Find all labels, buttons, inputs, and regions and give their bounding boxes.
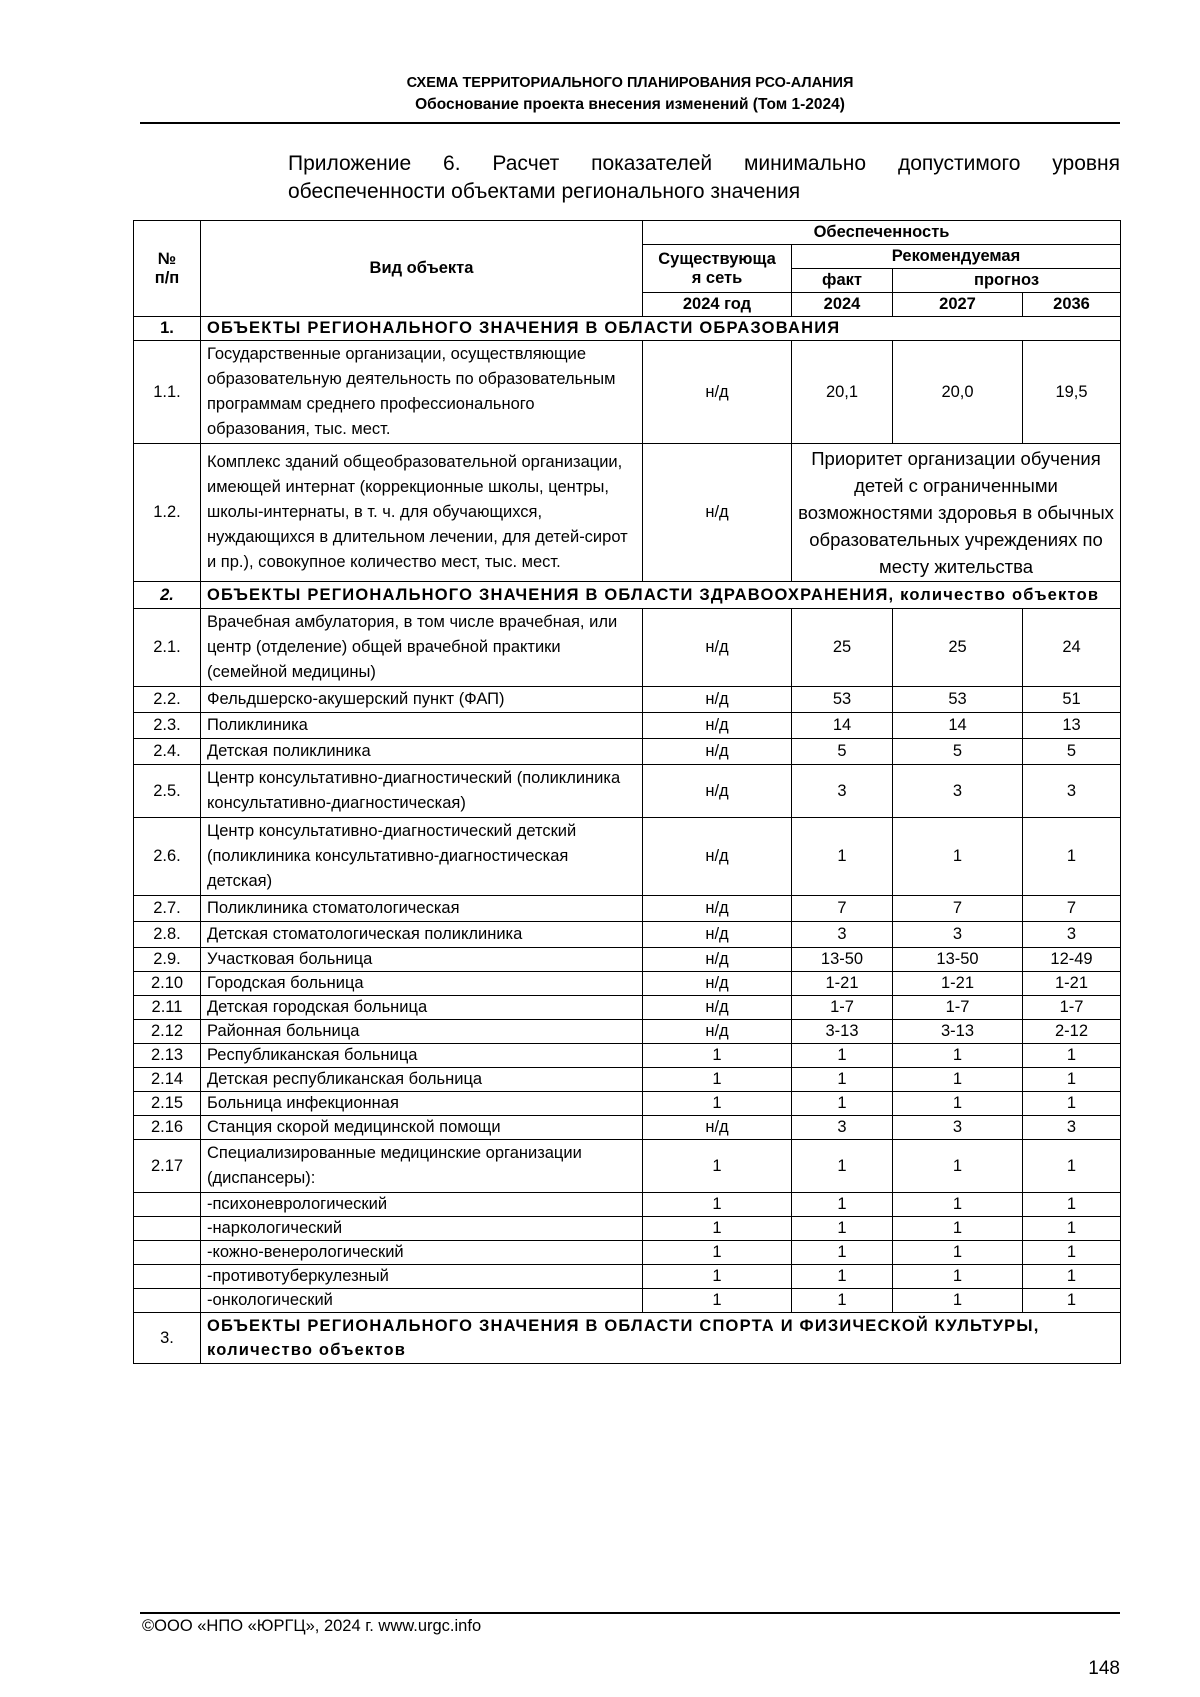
row-2036: 1: [1023, 818, 1121, 896]
row-2027: 1: [893, 1044, 1023, 1068]
table-row: [134, 922, 1121, 948]
row-num: 2.10: [134, 972, 201, 996]
row-num: 2.12: [134, 1020, 201, 1044]
table-row: [134, 609, 1121, 687]
section-row: [134, 317, 1121, 341]
table-row: [134, 1193, 1121, 1217]
table-row: [134, 765, 1121, 818]
row-name: -психоневрологический: [201, 1193, 643, 1217]
row-existing: н/д: [643, 818, 792, 896]
row-fact: 1: [792, 818, 893, 896]
row-existing: 1: [643, 1140, 792, 1193]
table-row: [134, 1289, 1121, 1313]
row-fact: 13-50: [792, 948, 893, 972]
row-2027: 13-50: [893, 948, 1023, 972]
row-name: -кожно-венерологический: [201, 1241, 643, 1265]
row-num: 2.15: [134, 1092, 201, 1116]
col-header-year-existing: 2024 год: [643, 293, 792, 317]
table-row: [134, 1044, 1121, 1068]
row-name: -онкологический: [201, 1289, 643, 1313]
row-2036: 12-49: [1023, 948, 1121, 972]
col-header-2024: 2024: [792, 293, 893, 317]
row-existing: 1: [643, 1217, 792, 1241]
col-header-fact: факт: [792, 269, 893, 293]
row-num: 2.13: [134, 1044, 201, 1068]
row-num: 2.11: [134, 996, 201, 1020]
row-name: Центр консультативно-диагностический (поликлиника консультативно-диагностическая): [201, 765, 643, 818]
table-row: [134, 687, 1121, 713]
row-fact: 1: [792, 1068, 893, 1092]
row-name: -противотуберкулезный: [201, 1265, 643, 1289]
table-row: [134, 818, 1121, 896]
row-existing: 1: [643, 1265, 792, 1289]
row-num: 2.2.: [134, 687, 201, 713]
row-existing: н/д: [643, 922, 792, 948]
row-existing: н/д: [643, 609, 792, 687]
row-2036: 1: [1023, 1044, 1121, 1068]
row-name: Станция скорой медицинской помощи: [201, 1116, 643, 1140]
section-row: [134, 582, 1121, 609]
row-existing: 1: [643, 1044, 792, 1068]
page-header: [140, 72, 1120, 116]
section-row: [134, 1313, 1121, 1364]
row-name: Поликлиника: [201, 713, 643, 739]
row-num: 2.14: [134, 1068, 201, 1092]
row-existing: 1: [643, 1092, 792, 1116]
row-existing: н/д: [643, 687, 792, 713]
row-fact: 14: [792, 713, 893, 739]
row-2036: 51: [1023, 687, 1121, 713]
col-header-num: № п/п: [134, 221, 201, 317]
row-2036: 2-12: [1023, 1020, 1121, 1044]
row-num: 2.7.: [134, 896, 201, 922]
table-row: [134, 896, 1121, 922]
row-num: 2.3.: [134, 713, 201, 739]
row-num: [134, 1241, 201, 1265]
row-fact: 1: [792, 1217, 893, 1241]
row-2036: 19,5: [1023, 341, 1121, 444]
table-row: [134, 1241, 1121, 1265]
section-num: 1.: [134, 317, 201, 341]
row-existing: н/д: [643, 996, 792, 1020]
row-name: Городская больница: [201, 972, 643, 996]
row-num: 2.4.: [134, 739, 201, 765]
table-row: [134, 1020, 1121, 1044]
row-name: Детская городская больница: [201, 996, 643, 1020]
row-existing: 1: [643, 1289, 792, 1313]
priority-note: Приоритет организации обучения детей с ограниченными возможностями здоровья в обычных образовательных учреждениях по месту жительства: [792, 444, 1121, 582]
row-name: Участковая больница: [201, 948, 643, 972]
table-row: [134, 1116, 1121, 1140]
row-2036: 1-21: [1023, 972, 1121, 996]
table-body: [134, 317, 1121, 1364]
row-2027: 3: [893, 922, 1023, 948]
row-fact: 1: [792, 1289, 893, 1313]
row-fact: 1: [792, 1241, 893, 1265]
row-2036: 1: [1023, 1265, 1121, 1289]
row-fact: 53: [792, 687, 893, 713]
col-header-forecast: прогноз: [893, 269, 1121, 293]
row-existing: н/д: [643, 1020, 792, 1044]
table-row: [134, 948, 1121, 972]
row-existing: н/д: [643, 713, 792, 739]
header-subtitle: Обоснование проекта внесения изменений (Том 1-2024): [415, 96, 845, 113]
row-existing: 1: [643, 1241, 792, 1265]
row-fact: 1: [792, 1265, 893, 1289]
row-name: Специализированные медицинские организации (диспансеры):: [201, 1140, 643, 1193]
row-existing: 1: [643, 1068, 792, 1092]
provision-table: [133, 220, 1121, 1364]
row-2027: 7: [893, 896, 1023, 922]
table-row: [134, 972, 1121, 996]
row-2036: 1: [1023, 1217, 1121, 1241]
section-title: ОБЪЕКТЫ РЕГИОНАЛЬНОГО ЗНАЧЕНИЯ В ОБЛАСТИ ЗДРАВООХРАНЕНИЯ, количество объектов: [201, 582, 1121, 609]
section-title: ОБЪЕКТЫ РЕГИОНАЛЬНОГО ЗНАЧЕНИЯ В ОБЛАСТИ ОБРАЗОВАНИЯ: [201, 317, 1121, 341]
row-name: Комплекс зданий общеобразовательной организации, имеющей интернат (коррекционные школы, центры, школы-интернаты, в т. ч. для обучающихся, нуждающихся в длительном лечении, для детей-сирот и пр.), совокупное количество мест, тыс. мест.: [201, 444, 643, 582]
row-name: Районная больница: [201, 1020, 643, 1044]
row-2036: 3: [1023, 1116, 1121, 1140]
section-title: ОБЪЕКТЫ РЕГИОНАЛЬНОГО ЗНАЧЕНИЯ В ОБЛАСТИ СПОРТА И ФИЗИЧЕСКОЙ КУЛЬТУРЫ, количество объектов: [201, 1313, 1121, 1364]
row-existing: н/д: [643, 896, 792, 922]
row-name: Фельдшерско-акушерский пункт (ФАП): [201, 687, 643, 713]
row-fact: 3: [792, 922, 893, 948]
row-existing: н/д: [643, 1116, 792, 1140]
row-fact: 1: [792, 1092, 893, 1116]
row-fact: 3: [792, 765, 893, 818]
table-row: [134, 1217, 1121, 1241]
row-2036: 1: [1023, 1193, 1121, 1217]
row-name: Врачебная амбулатория, в том числе врачебная, или центр (отделение) общей врачебной практики (семейной медицины): [201, 609, 643, 687]
table-row: [134, 1140, 1121, 1193]
row-2036: 7: [1023, 896, 1121, 922]
row-2027: 1: [893, 1193, 1023, 1217]
row-fact: 1: [792, 1140, 893, 1193]
row-2036: 1: [1023, 1289, 1121, 1313]
row-name: Детская республиканская больница: [201, 1068, 643, 1092]
row-existing: н/д: [643, 972, 792, 996]
row-num: 1.1.: [134, 341, 201, 444]
row-num: [134, 1193, 201, 1217]
row-fact: 25: [792, 609, 893, 687]
row-2027: 1: [893, 1217, 1023, 1241]
row-fact: 1: [792, 1044, 893, 1068]
appendix-caption: Приложение 6. Расчет показателей минимально допустимого уровня обеспеченности объектами регионального значения: [288, 152, 1120, 203]
row-2036: 3: [1023, 922, 1121, 948]
row-name: Центр консультативно-диагностический детский (поликлиника консультативно-диагностическая детская): [201, 818, 643, 896]
row-2027: 53: [893, 687, 1023, 713]
row-fact: 1-7: [792, 996, 893, 1020]
table-row: [134, 713, 1121, 739]
row-2036: 13: [1023, 713, 1121, 739]
row-num: 2.6.: [134, 818, 201, 896]
row-num: [134, 1289, 201, 1313]
row-2027: 3-13: [893, 1020, 1023, 1044]
col-header-2036: 2036: [1023, 293, 1121, 317]
row-2036: 1: [1023, 1140, 1121, 1193]
header-divider: [140, 122, 1120, 124]
row-2027: 3: [893, 765, 1023, 818]
row-existing: н/д: [643, 765, 792, 818]
row-fact: 1-21: [792, 972, 893, 996]
row-2036: 3: [1023, 765, 1121, 818]
row-2027: 1-21: [893, 972, 1023, 996]
row-name: Детская поликлиника: [201, 739, 643, 765]
section-num: 3.: [134, 1313, 201, 1364]
table-row: [134, 444, 1121, 582]
row-fact: 20,1: [792, 341, 893, 444]
col-header-type: Вид объекта: [201, 221, 643, 317]
row-num: 2.16: [134, 1116, 201, 1140]
row-name: -наркологический: [201, 1217, 643, 1241]
row-2027: 20,0: [893, 341, 1023, 444]
row-2036: 1: [1023, 1092, 1121, 1116]
row-2036: 5: [1023, 739, 1121, 765]
row-2027: 3: [893, 1116, 1023, 1140]
row-2027: 1-7: [893, 996, 1023, 1020]
row-name: Государственные организации, осуществляющие образовательную деятельность по образовательным программам среднего профессионального образования, тыс. мест.: [201, 341, 643, 444]
row-name: Больница инфекционная: [201, 1092, 643, 1116]
row-2036: 1: [1023, 1241, 1121, 1265]
table-row: [134, 996, 1121, 1020]
row-fact: 7: [792, 896, 893, 922]
row-existing: н/д: [643, 739, 792, 765]
footer-divider: [140, 1612, 1120, 1614]
row-2036: 1-7: [1023, 996, 1121, 1020]
row-num: 1.2.: [134, 444, 201, 582]
row-2027: 14: [893, 713, 1023, 739]
row-2036: 1: [1023, 1068, 1121, 1092]
row-name: Республиканская больница: [201, 1044, 643, 1068]
row-2027: 5: [893, 739, 1023, 765]
col-header-provision: Обеспеченность: [643, 221, 1121, 245]
row-fact: 1: [792, 1193, 893, 1217]
row-num: 2.17: [134, 1140, 201, 1193]
footer-copyright: ©ООО «НПО «ЮРГЦ», 2024 г. www.urgc.info: [142, 1617, 482, 1635]
row-2027: 1: [893, 1289, 1023, 1313]
row-name: Детская стоматологическая поликлиника: [201, 922, 643, 948]
row-num: 2.9.: [134, 948, 201, 972]
table-row: [134, 1092, 1121, 1116]
row-2036: 24: [1023, 609, 1121, 687]
row-num: 2.8.: [134, 922, 201, 948]
row-existing: н/д: [643, 341, 792, 444]
row-existing: н/д: [643, 444, 792, 582]
row-num: [134, 1265, 201, 1289]
row-2027: 1: [893, 1068, 1023, 1092]
row-existing: 1: [643, 1193, 792, 1217]
table-row: [134, 739, 1121, 765]
row-num: [134, 1217, 201, 1241]
row-fact: 3: [792, 1116, 893, 1140]
row-num: 2.1.: [134, 609, 201, 687]
row-2027: 1: [893, 1140, 1023, 1193]
page-number: 148: [1088, 1658, 1120, 1679]
row-2027: 1: [893, 1241, 1023, 1265]
table-row: [134, 1265, 1121, 1289]
row-fact: 5: [792, 739, 893, 765]
table-row: [134, 341, 1121, 444]
row-name: Поликлиника стоматологическая: [201, 896, 643, 922]
row-num: 2.5.: [134, 765, 201, 818]
row-2027: 1: [893, 1092, 1023, 1116]
table-row: [134, 1068, 1121, 1092]
col-header-existing: Существующа я сеть: [643, 245, 792, 293]
col-header-2027: 2027: [893, 293, 1023, 317]
row-2027: 25: [893, 609, 1023, 687]
row-fact: 3-13: [792, 1020, 893, 1044]
header-title: СХЕМА ТЕРРИТОРИАЛЬНОГО ПЛАНИРОВАНИЯ РСО-АЛАНИЯ: [406, 75, 854, 91]
row-existing: н/д: [643, 948, 792, 972]
section-num: 2.: [134, 582, 201, 609]
row-2027: 1: [893, 1265, 1023, 1289]
row-2027: 1: [893, 818, 1023, 896]
col-header-recommended: Рекомендуемая: [792, 245, 1121, 269]
